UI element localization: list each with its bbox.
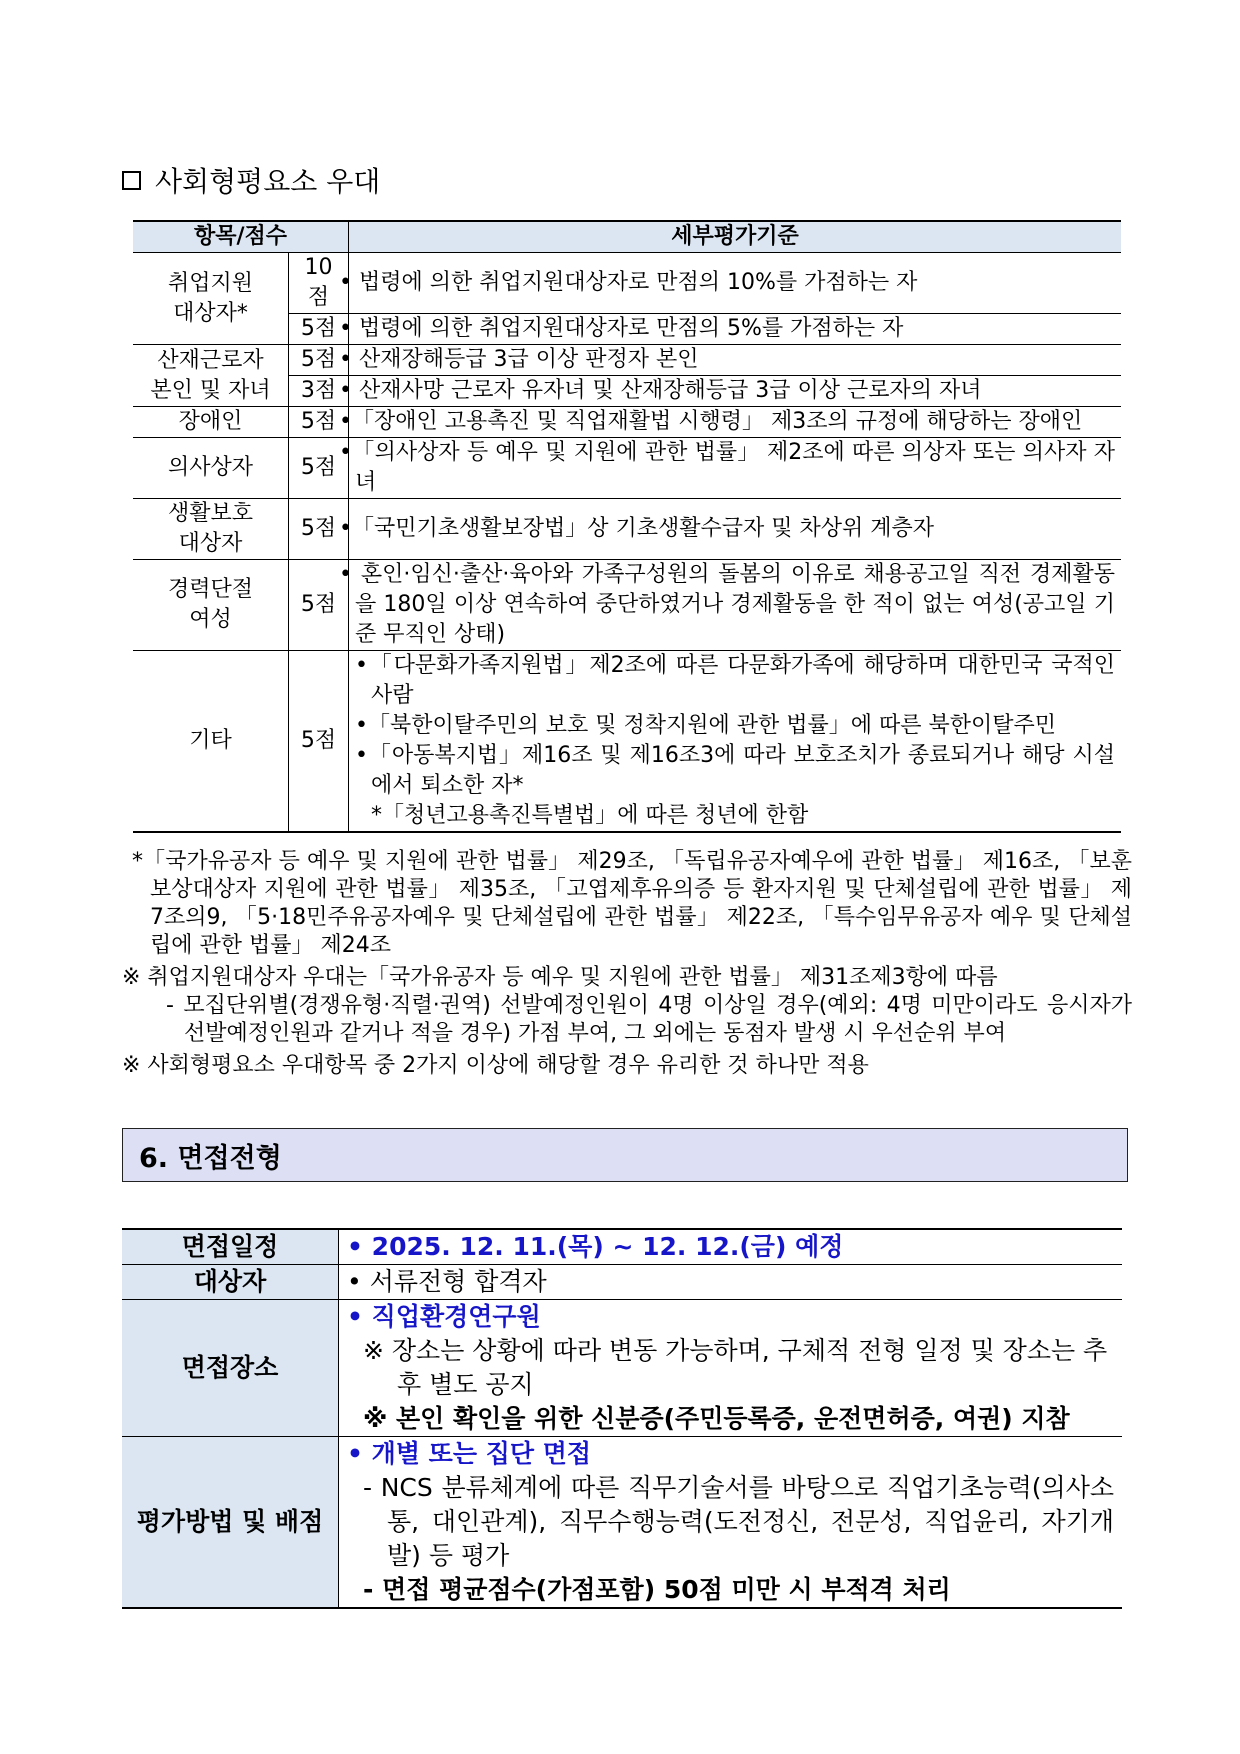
table-row (122, 1229, 1122, 1265)
method-detail: - NCS 분류체계에 따른 직무기술서를 바탕으로 직업기초능력(의사소통, 대인관계), 직무수행능력(도전정신, 전문성, 직업윤리, 자기개발) 등 평가 (363, 1473, 1114, 1570)
criteria-cell: • 법령에 의한 취업지원대상자로 만점의 10%를 가점하는 자 (349, 253, 1122, 314)
criteria-cell: • 산재장해등급 3급 이상 판정자 본인 (349, 345, 1122, 376)
interview-place: • 직업환경연구원 (347, 1302, 541, 1331)
notes-block (122, 848, 1132, 1080)
table-row (133, 345, 1121, 376)
score-cell: 5점 (289, 407, 349, 438)
criteria-cell: •「국민기초생활보장법」상 기초생활수급자 및 차상위 계층자 (349, 499, 1122, 560)
interview-target: • 서류전형 합격자 (339, 1265, 1123, 1300)
score-cell: 5점 (289, 314, 349, 345)
criteria-line: •「아동복지법」제16조 및 제16조3에 따라 보호조치가 종료되거나 해당 시설에서 퇴소한 자* (355, 743, 1115, 798)
interview-method: • 개별 또는 집단 면접 (347, 1439, 591, 1468)
score-cell: 5점 (289, 651, 349, 833)
criteria-footnote: *「청년고용촉진특별법」에 따른 청년에 한함 (371, 803, 809, 828)
reference-note: ※ 취업지원대상자 우대는「국가유공자 등 예우 및 지원에 관한 법률」 제31조제3항에 따름 (122, 965, 998, 990)
item-disabled: 장애인 (133, 407, 289, 438)
section-heading-interview: 6. 면접전형 (122, 1128, 1128, 1182)
table-row (133, 560, 1121, 651)
interview-method-cell (339, 1437, 1123, 1609)
score-cell: 10점 (289, 253, 349, 314)
criteria-line: •「다문화가족지원법」제2조에 따른 다문화가족에 해당하며 대한민국 국적인 사람 (355, 653, 1115, 708)
row-label: 면접장소 (122, 1300, 339, 1437)
score-cell: 5점 (289, 560, 349, 651)
table-row (133, 438, 1121, 499)
score-cell: 3점 (289, 376, 349, 407)
criteria-cell: • 산재사망 근로자 유자녀 및 산재장해등급 3급 이상 근로자의 자녀 (349, 376, 1122, 407)
header-item-score: 항목/점수 (133, 221, 349, 253)
score-cell: 5점 (289, 345, 349, 376)
reference-note: ※ 사회형평요소 우대항목 중 2가지 이상에 해당할 경우 유리한 것 하나만 적용 (122, 1053, 869, 1078)
interview-date: • 2025. 12. 11.(목) ~ 12. 12.(금) 예정 (339, 1229, 1123, 1265)
row-label: 평가방법 및 배점 (122, 1437, 339, 1609)
interview-table (122, 1228, 1122, 1609)
dash-note: - 모집단위별(경쟁유형·직렬·권역) 선발예정인원이 4명 이상일 경우(예외: 4명 미만이라도 응시자가 선발예정인원과 같거나 적을 경우) 가점 부여, 그 외에는 동점자 발생 시 우선순위 부여 (166, 993, 1132, 1046)
table-row (133, 253, 1121, 314)
header-criteria: 세부평가기준 (349, 221, 1122, 253)
score-cell: 5점 (289, 499, 349, 560)
interview-place-cell (339, 1300, 1123, 1437)
criteria-cell: • 혼인·임신·출산·육아와 가족구성원의 돌봄의 이유로 채용공고일 직전 경제활동을 180일 이상 연속하여 중단하였거나 경제활동을 한 적이 없는 여성(공고일 기준 무직인 상태) (349, 560, 1122, 651)
table-header-row (133, 221, 1121, 253)
fail-criteria: - 면접 평균점수(가점포함) 50점 미만 시 부적격 처리 (363, 1575, 951, 1604)
item-industrial: 산재근로자 본인 및 자녀 (133, 345, 289, 407)
row-label: 면접일정 (122, 1229, 339, 1265)
criteria-cell (349, 651, 1122, 833)
law-footnote: *「국가유공자 등 예우 및 지원에 관한 법률」 제29조, 「독립유공자예우에 관한 법률」 제16조, 「보훈보상대상자 지원에 관한 법률」 제35조, 「고엽제후유의증 등 환자지원 및 단체설립에 관한 법률」 제7조의9, 「5·18민주유공자예우 및 단체설립에 관한 법률」 제22조, 「특수임무유공자 예우 및 단체설립에 관한 법률」 제24조 (132, 849, 1132, 958)
criteria-cell: •「장애인 고용촉진 및 직업재활법 시행령」 제3조의 규정에 해당하는 장애인 (349, 407, 1122, 438)
criteria-cell: •「의사상자 등 예우 및 지원에 관한 법률」 제2조에 따른 의상자 또는 의사자 자녀 (349, 438, 1122, 499)
section-title: 사회형평요소 우대 (155, 165, 381, 198)
table-row (133, 499, 1121, 560)
table-row (122, 1265, 1122, 1300)
item-employment: 취업지원 대상자* (133, 253, 289, 345)
place-note: ※ 장소는 상황에 따라 변동 가능하며, 구체적 전형 일정 및 장소는 추후 별도 공지 (363, 1336, 1108, 1399)
table-row (133, 407, 1121, 438)
criteria-line: •「북한이탈주민의 보호 및 정착지원에 관한 법률」에 따른 북한이탈주민 (355, 713, 1056, 738)
item-career-break: 경력단절 여성 (133, 560, 289, 651)
checkbox-square-icon (122, 171, 141, 190)
table-row (122, 1437, 1122, 1609)
row-label: 대상자 (122, 1265, 339, 1300)
item-livelihood: 생활보호 대상자 (133, 499, 289, 560)
table-row (133, 651, 1121, 833)
table-row (122, 1300, 1122, 1437)
section-heading-social (122, 160, 380, 200)
score-cell: 5점 (289, 438, 349, 499)
social-equity-table (133, 220, 1121, 833)
item-other: 기타 (133, 651, 289, 833)
criteria-cell: • 법령에 의한 취업지원대상자로 만점의 5%를 가점하는 자 (349, 314, 1122, 345)
item-righteous: 의사상자 (133, 438, 289, 499)
id-note: ※ 본인 확인을 위한 신분증(주민등록증, 운전면허증, 여권) 지참 (363, 1404, 1070, 1433)
